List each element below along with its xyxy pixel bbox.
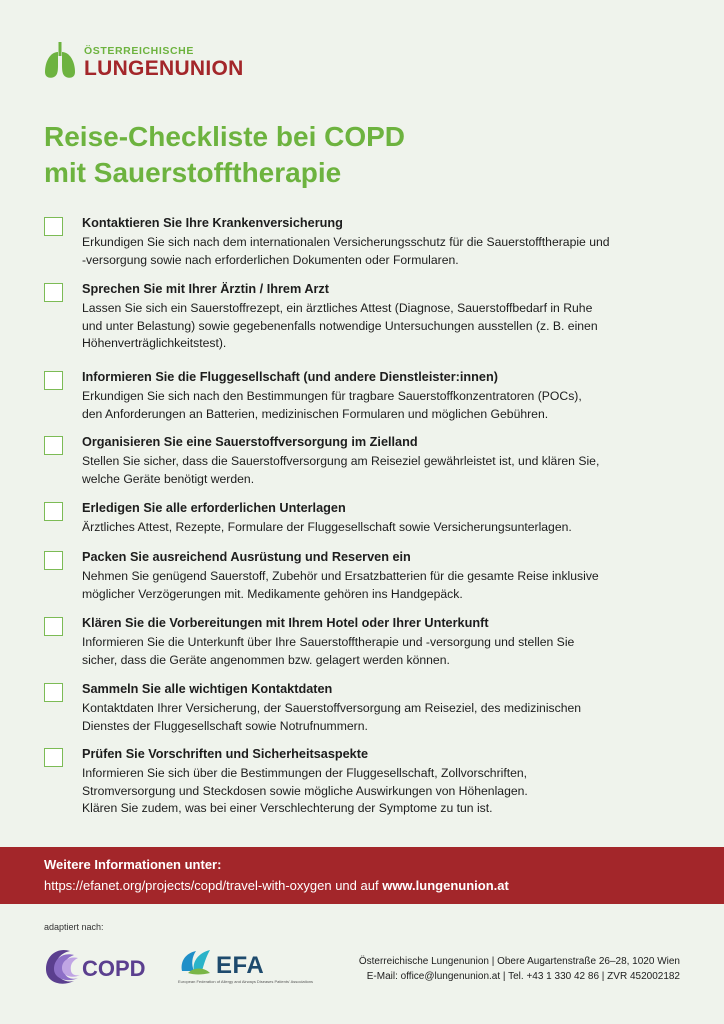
description-line: Informieren Sie die Unterkunft über Ihre Sauerstofftherapie und -versorgung und stellen Sie [82,635,575,649]
checkbox[interactable] [44,551,63,570]
checkbox[interactable] [44,748,63,767]
item-description [82,388,682,423]
item-title: Packen Sie ausreichend Ausrüstung und Reserven ein [82,550,411,564]
description-line: Erkundigen Sie sich nach den Bestimmungen für tragbare Sauerstoffkonzentratoren (POCs), [82,389,582,403]
item-title: Erledigen Sie alle erforderlichen Unterlagen [82,501,346,515]
description-line: Dienstes der Fluggesellschaft sowie Notrufnummern. [82,718,368,733]
checkbox[interactable] [44,217,63,236]
efa-logo [178,947,318,995]
item-description [82,519,682,537]
description-line: Erkundigen Sie sich nach dem internationalen Versicherungsschutz für die Sauerstofftherapie und [82,235,610,249]
description-line: und unter Belastung) sowie gegebenenfalls notwendige Untersuchungen ausstellen (z. B. einen [82,318,598,333]
efa-leaf-icon [178,947,214,979]
copd-logo [44,945,154,987]
adapted-label: adaptiert nach: [44,922,104,932]
description-line: Stellen Sie sicher, dass die Sauerstoffversorgung am Reiseziel gewährleistet ist, und klären Sie, [82,454,600,468]
footer-address [359,954,680,984]
item-title: Prüfen Sie Vorschriften und Sicherheitsaspekte [82,747,369,761]
logo-small-text: ÖSTERREICHISCHE [84,45,194,57]
banner-connector: und auf [331,878,383,893]
checkbox[interactable] [44,617,63,636]
checkbox[interactable] [44,371,63,390]
svg-text:COPD: COPD [82,956,146,981]
checkbox[interactable] [44,436,63,455]
title-line-2: mit Sauerstofftherapie [44,157,342,188]
title-line-1: Reise-Checkliste bei COPD [44,121,406,152]
description-line: Nehmen Sie genügend Sauerstoff, Zubehör und Ersatzbatterien für die gesamte Reise inklusive [82,569,599,583]
item-title: Klären Sie die Vorbereitungen mit Ihrem Hotel oder Ihrer Unterkunft [82,616,489,630]
efanet-link[interactable]: https://efanet.org/projects/copd/travel-with-oxygen [44,878,332,893]
description-line: -versorgung sowie nach erforderlichen Dokumenten oder Formularen. [82,252,459,267]
description-line: sicher, dass die Geräte angenommen bzw. gelagert werden können. [82,652,450,667]
item-description [82,634,682,669]
copd-logo-graphic [44,945,154,987]
description-line: Kontaktdaten Ihrer Versicherung, der Sauerstoffversorgung am Reiseziel, des medizinischen [82,701,582,715]
item-description [82,700,682,735]
description-line: Höhenverträglichkeitstest). [82,336,227,350]
checkbox[interactable] [44,283,63,302]
banner-links [44,878,509,893]
footer-line-1: Österreichische Lungenunion | Obere Augartenstraße 26–28, 1020 Wien [358,956,680,967]
description-line: den Anforderungen an Batterien, medizinischen Formularen und möglichen Gebühren. [82,406,549,421]
item-description [82,453,682,488]
description-line: möglicher Verzögerungen mit. Medikamente gehören ins Handgepäck. [82,586,463,601]
item-description [82,300,682,353]
item-description [82,234,682,269]
item-title: Kontaktieren Sie Ihre Krankenversicherung [82,216,343,230]
description-line: Ärztliches Attest, Rezepte, Formulare der Fluggesellschaft sowie Versicherungsunterlagen. [82,520,572,534]
checkbox[interactable] [44,502,63,521]
description-line: Informieren Sie sich über die Bestimmungen der Fluggesellschaft, Zollvorschriften, [82,766,528,780]
item-description [82,568,682,603]
page-title [44,119,684,191]
logo-big-text: LUNGENUNION [84,57,244,80]
description-line: welche Geräte benötigt werden. [82,471,255,486]
item-title: Sammeln Sie alle wichtigen Kontaktdaten [82,682,333,696]
efa-text: EFA [216,952,265,979]
checkbox[interactable] [44,683,63,702]
lungenunion-logo [44,40,264,82]
item-title: Sprechen Sie mit Ihrer Ärztin / Ihrem Arzt [82,282,329,296]
info-banner [0,847,724,904]
description-line: Lassen Sie sich ein Sauerstoffrezept, ein ärztliches Attest (Diagnose, Sauerstoffbedarf in Ruhe [82,301,593,315]
description-line: Stromversorgung und Steckdosen sowie mögliche Auswirkungen von Höhenlagen. [82,783,528,798]
item-title: Informieren Sie die Fluggesellschaft (und andere Dienstleister:innen) [82,370,498,384]
description-line: Klären Sie zudem, was bei einer Verschlechterung der Symptome zu tun ist. [82,801,493,815]
item-title: Organisieren Sie eine Sauerstoffversorgung im Zielland [82,435,418,449]
footer-line-2: E-Mail: office@lungenunion.at | Tel. +43 1 330 42 86 | ZVR 452002182 [366,971,680,982]
lungenunion-link[interactable]: www.lungenunion.at [382,878,509,893]
lungs-icon [44,42,76,80]
efa-subtitle: European Federation of Allergy and Airways Diseases Patients' Associations [178,979,314,984]
item-description [82,765,682,818]
banner-heading: Weitere Informationen unter: [44,857,222,872]
